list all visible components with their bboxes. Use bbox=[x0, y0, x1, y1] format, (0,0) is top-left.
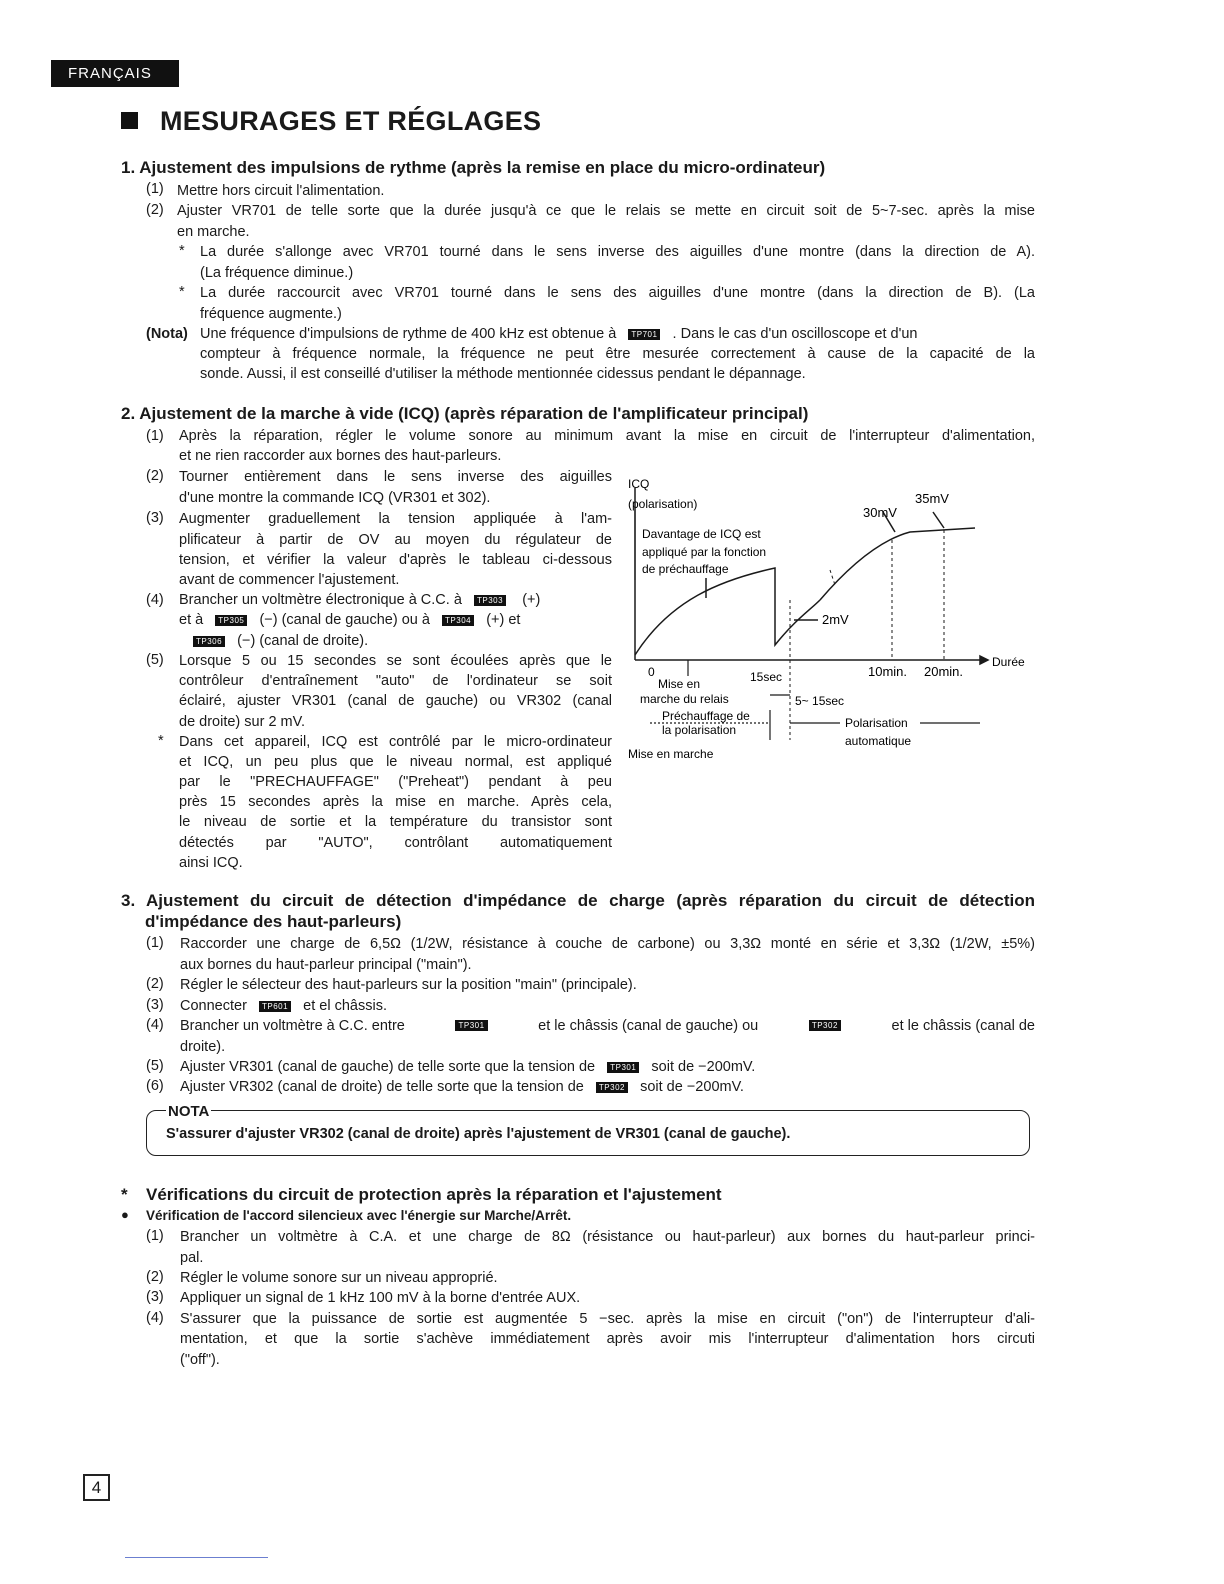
s1-item-2-line2: en marche. bbox=[177, 224, 250, 240]
section-3-heading-line1: 3. Ajustement du circuit de détection d'impédance de charge (après réparation du circuit de détection bbox=[121, 891, 1035, 910]
nota-label: NOTA bbox=[168, 1103, 210, 1120]
s2-note-line5: le niveau de sortie et la température du transistor sont bbox=[179, 814, 612, 830]
s4-item-4-line2: mentation, et que la sortie s'achève immédiatement après avoir mis l'interrupteur d'alimentation hors circuti bbox=[180, 1331, 1035, 1347]
label-mise-en: Mise en bbox=[658, 677, 701, 691]
s1-nota-label: (Nota) bbox=[146, 326, 188, 342]
tp304-label: TP304 bbox=[442, 615, 474, 626]
s1-star-1: * bbox=[179, 243, 185, 259]
s3-item-5-number: (5) bbox=[146, 1058, 164, 1074]
s1-bullet-2-line1: La durée raccourcit avec VR701 tourné dans le sens des aiguilles d'une montre (dans la direction de B). (La bbox=[200, 285, 1035, 301]
icq-curve-preheat bbox=[635, 568, 820, 655]
tp601-label: TP601 bbox=[259, 1001, 291, 1012]
section-2-heading: 2. Ajustement de la marche à vide (ICQ) (après réparation de l'amplificateur principal) bbox=[121, 404, 809, 423]
s3-item-4-line1 bbox=[180, 1016, 1035, 1037]
s2-item-5-line3: éclairé, ajuster VR301 (canal de gauche) ou VR302 (canal bbox=[179, 693, 612, 709]
label-zero: 0 bbox=[648, 665, 655, 679]
s2-item-3-line4: avant de commencer l'ajustement. bbox=[179, 572, 400, 588]
s4-star: * bbox=[121, 1185, 128, 1204]
s1-item-2-line1: Ajuster VR701 de telle sorte que la durée jusqu'à ce que le relais se mette en circuit soit de 5~7-sec. après la mise bbox=[177, 203, 1035, 219]
s1-item-2-number: (2) bbox=[146, 202, 164, 218]
s3-item-5-text-b: soit de −200mV. bbox=[651, 1059, 756, 1075]
s2-item-2-number: (2) bbox=[146, 468, 164, 484]
page-title-text: MESURAGES ET RÉGLAGES bbox=[160, 106, 542, 136]
s3-item-3 bbox=[180, 996, 387, 1017]
s3-item-4-text-b: et le châssis (canal de gauche) ou bbox=[538, 1018, 759, 1034]
s2-item-4-line2 bbox=[179, 610, 520, 631]
s2-note-line2: et ICQ, un peu plus que le niveau normal, est appliqué bbox=[179, 754, 612, 770]
s1-nota-text-a: Une fréquence d'impulsions de rythme de 400 kHz est obtenue à bbox=[200, 326, 617, 342]
s3-item-6-number: (6) bbox=[146, 1078, 164, 1094]
s3-item-1-line1: Raccorder une charge de 6,5Ω (1/2W, résistance à couche de carbone) ou 3,3Ω monté en série et 3,3Ω (1/2W, ±5%) bbox=[180, 936, 1035, 952]
s1-bullet-1-line1: La durée s'allonge avec VR701 tourné dans le sens inverse des aiguilles d'une montre (dans la direction de A). bbox=[200, 244, 1035, 260]
label-15sec: 15sec bbox=[750, 670, 783, 684]
section-4-heading: Vérifications du circuit de protection après la réparation et l'ajustement bbox=[146, 1185, 722, 1204]
tp306-label: TP306 bbox=[193, 636, 225, 647]
s4-item-4-number: (4) bbox=[146, 1310, 164, 1326]
s2-note-line7: ainsi ICQ. bbox=[179, 855, 243, 871]
label-35mv: 35mV bbox=[915, 491, 949, 506]
s4-item-1-line2: pal. bbox=[180, 1250, 204, 1266]
icq-curve-auto bbox=[820, 528, 975, 600]
label-2mv: 2mV bbox=[822, 612, 849, 627]
y-axis-label: ICQ bbox=[628, 477, 650, 491]
v35-leader bbox=[933, 512, 944, 528]
s2-item-4-text-c: et à bbox=[179, 612, 204, 628]
s3-item-5-text-a: Ajuster VR301 (canal de gauche) de telle sorte que la tension de bbox=[180, 1059, 596, 1075]
s2-item-5-number: (5) bbox=[146, 652, 164, 668]
s2-item-3-number: (3) bbox=[146, 510, 164, 526]
x-axis-arrow-icon bbox=[980, 656, 988, 664]
label-prechauffage-1: Préchauffage de bbox=[662, 709, 750, 723]
s2-item-4-text-b: (+) bbox=[522, 592, 541, 608]
s2-item-3-line1: Augmenter graduellement la tension appliquée à l'am- bbox=[179, 511, 612, 527]
label-mise-en-marche: Mise en marche bbox=[628, 747, 714, 761]
s3-item-4-text-c: et le châssis (canal de bbox=[891, 1018, 1035, 1034]
s3-item-3-text-a: Connecter bbox=[180, 998, 247, 1014]
s2-note-line4: près 15 secondes après la mise en marche. Après cela, bbox=[179, 794, 612, 810]
s1-bullet-2-line2: fréquence augmente.) bbox=[200, 306, 342, 322]
s4-item-4-line1: S'assurer que la puissance de sortie est augmentée 5 −sec. après la mise en circuit ("on") de l'interrupteur d'ali- bbox=[180, 1311, 1035, 1327]
s4-item-1-line1: Brancher un voltmètre à C.A. et une charge de 8Ω (résistance ou haut-parleur) aux bornes du haut-parleur princi- bbox=[180, 1229, 1035, 1245]
s1-star-2: * bbox=[179, 284, 185, 300]
preheat-note-line1: Davantage de ICQ est bbox=[642, 527, 761, 541]
s1-item-1-number: (1) bbox=[146, 181, 164, 197]
label-5-15sec: 5~ 15sec bbox=[795, 694, 845, 708]
page-title bbox=[121, 106, 541, 137]
y-axis-sublabel: (polarisation) bbox=[628, 497, 698, 511]
curve-guide bbox=[870, 528, 940, 553]
s2-item-3-line3: tension, et vérifier la valeur d'après le tableau ci-dessous bbox=[179, 552, 612, 568]
s1-nota-line2: compteur à fréquence normale, la fréquence ne peut être mesurée correctement à cause de la capacité de la bbox=[200, 346, 1035, 362]
s2-item-5-line4: de droite) sur 2 mV. bbox=[179, 714, 305, 730]
s2-note-star: * bbox=[158, 733, 164, 749]
s2-item-1-number: (1) bbox=[146, 428, 164, 444]
s4-item-4-line3: ("off"). bbox=[180, 1352, 220, 1368]
s3-item-3-text-b: et el châssis. bbox=[303, 998, 387, 1014]
s3-item-1-line2: aux bornes du haut-parleur principal ("main"). bbox=[180, 957, 472, 973]
s2-note-line6: détectés par "AUTO", contrôlant automatiquement bbox=[179, 835, 612, 851]
preheat-note-line2: appliqué par la fonction bbox=[642, 545, 767, 559]
bottom-divider bbox=[125, 1557, 268, 1558]
s1-nota-text-b: . Dans le cas d'un oscilloscope et d'un bbox=[672, 326, 918, 342]
s2-item-4-line1 bbox=[179, 590, 540, 611]
s2-note-line3: par le "PRECHAUFFAGE" ("Preheat") pendant à peu bbox=[179, 774, 612, 790]
preheat-note-line3: de préchauffage bbox=[642, 562, 729, 576]
s3-item-6-text-b: soit de −200mV. bbox=[640, 1079, 744, 1095]
s2-item-4-line3 bbox=[193, 631, 368, 652]
s4-item-2-number: (2) bbox=[146, 1269, 164, 1285]
tp305-label: TP305 bbox=[215, 615, 247, 626]
s4-subheading: Vérification de l'accord silencieux avec l'énergie sur Marche/Arrêt. bbox=[146, 1208, 572, 1223]
s3-item-4-line2: droite). bbox=[180, 1039, 226, 1055]
s3-item-6 bbox=[180, 1077, 744, 1098]
icq-timing-diagram bbox=[620, 470, 1040, 770]
s1-item-1: Mettre hors circuit l'alimentation. bbox=[177, 183, 385, 199]
s2-note-line1: Dans cet appareil, ICQ est contrôlé par le micro-ordinateur bbox=[179, 734, 612, 750]
s3-item-2: Régler le sélecteur des haut-parleurs sur la position "main" (principale). bbox=[180, 977, 637, 993]
language-tab: FRANÇAIS bbox=[51, 60, 179, 87]
tp301-label: TP301 bbox=[455, 1020, 487, 1031]
tp303-label: TP303 bbox=[474, 595, 506, 606]
s2-item-4-text-e: (+) et bbox=[486, 612, 521, 628]
label-polarisation-auto-2: automatique bbox=[845, 734, 912, 748]
s3-item-4-text-a: Brancher un voltmètre à C.C. entre bbox=[180, 1018, 405, 1034]
s3-item-1-number: (1) bbox=[146, 935, 164, 951]
s2-item-2-line2: d'une montre la commande ICQ (VR301 et 302). bbox=[179, 490, 491, 506]
s4-bullet-icon: ● bbox=[121, 1207, 129, 1222]
s3-item-4-number: (4) bbox=[146, 1017, 164, 1033]
section-1-heading: 1. Ajustement des impulsions de rythme (après la remise en place du micro-ordinateur) bbox=[121, 158, 826, 177]
page-number: 4 bbox=[83, 1474, 110, 1501]
section-3-heading-line2: d'impédance des haut-parleurs) bbox=[145, 912, 402, 931]
tp301-label-2: TP301 bbox=[607, 1062, 639, 1073]
s2-item-5-line1: Lorsque 5 ou 15 secondes se sont écoulées après que le bbox=[179, 653, 612, 669]
nota-text: S'assurer d'ajuster VR302 (canal de droite) après l'ajustement de VR301 (canal de gauche). bbox=[166, 1126, 791, 1142]
label-10min: 10min. bbox=[868, 664, 908, 679]
tp302-label: TP302 bbox=[809, 1020, 841, 1031]
s2-item-5-line2: contrôleur d'entraînement "auto" de l'ordinateur se soit bbox=[179, 673, 612, 689]
s4-item-3: Appliquer un signal de 1 kHz 100 mV à la borne d'entrée AUX. bbox=[180, 1290, 581, 1306]
s3-item-2-number: (2) bbox=[146, 976, 164, 992]
s2-item-1-line2: et ne rien raccorder aux bornes des haut-parleurs. bbox=[179, 448, 502, 464]
label-polarisation-auto-1: Polarisation bbox=[845, 716, 908, 730]
tp302-label-2: TP302 bbox=[596, 1082, 628, 1093]
s1-bullet-1-line2: (La fréquence diminue.) bbox=[200, 265, 354, 281]
tp701-label: TP701 bbox=[628, 329, 660, 340]
s1-nota-line1 bbox=[200, 324, 1035, 345]
break-mark bbox=[830, 570, 835, 585]
s3-item-5 bbox=[180, 1057, 755, 1078]
s4-item-2: Régler le volume sonore sur un niveau approprié. bbox=[180, 1270, 498, 1286]
s2-item-1-line1: Après la réparation, régler le volume sonore au minimum avant la mise en circuit de l'interrupteur d'alimentation, bbox=[179, 428, 1035, 444]
s4-item-3-number: (3) bbox=[146, 1289, 164, 1305]
s2-item-4-number: (4) bbox=[146, 592, 164, 608]
label-20min: 20min. bbox=[924, 664, 964, 679]
s3-item-6-text-a: Ajuster VR302 (canal de droite) de telle sorte que la tension de bbox=[180, 1079, 584, 1095]
label-duree: Durée bbox=[992, 655, 1025, 669]
square-bullet-icon bbox=[121, 112, 138, 129]
s1-nota-line3: sonde. Aussi, il est conseillé d'utiliser la méthode mentionnée cidessus pendant le dépannage. bbox=[200, 366, 806, 382]
label-30mv: 30mV bbox=[863, 505, 897, 520]
s2-item-4-text-f: (−) (canal de droite). bbox=[237, 633, 369, 649]
s4-item-1-number: (1) bbox=[146, 1228, 164, 1244]
label-prechauffage-2: la polarisation bbox=[662, 723, 737, 737]
s2-item-4-text-a: Brancher un voltmètre électronique à C.C. à bbox=[179, 592, 462, 608]
s2-item-4-text-d: (−) (canal de gauche) ou à bbox=[259, 612, 430, 628]
s2-item-3-line2: plificateur à partir de OV au moyen du régulateur de bbox=[179, 532, 612, 548]
s2-item-2-line1: Tourner entièrement dans le sens inverse des aiguilles bbox=[179, 469, 612, 485]
s3-item-3-number: (3) bbox=[146, 997, 164, 1013]
label-marche-relais: marche du relais bbox=[640, 692, 729, 706]
